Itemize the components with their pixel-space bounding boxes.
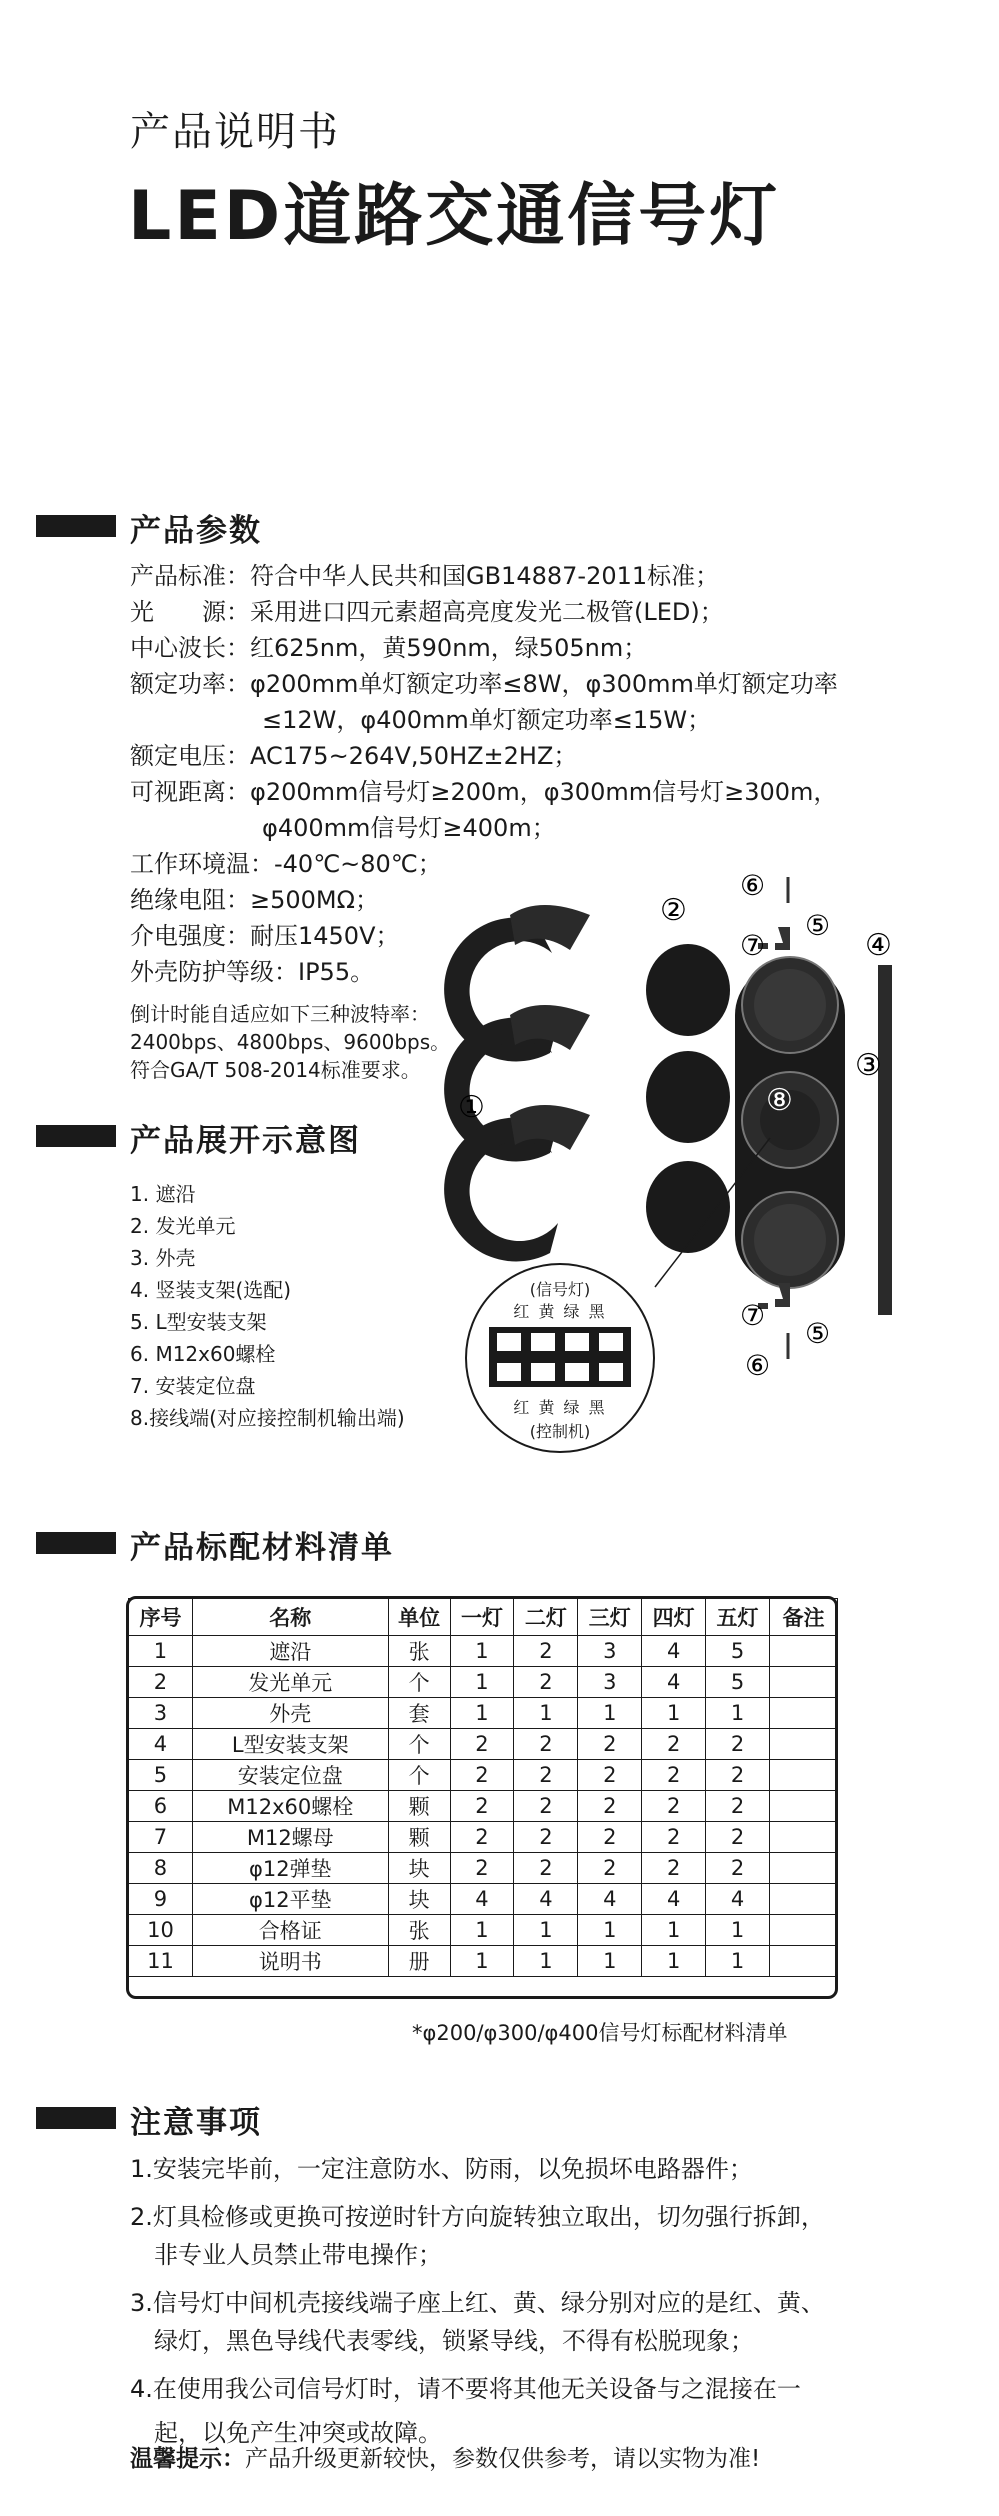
bom-row	[129, 1915, 838, 1946]
tip-text: 产品升级更新较快，参数仅供参考，请以实物为准!	[245, 2446, 761, 2472]
bom-cell: 颗	[388, 1822, 450, 1853]
bom-cell	[770, 1636, 838, 1667]
bom-cell: 4	[642, 1667, 706, 1698]
legend-item: 3. 外壳	[130, 1246, 196, 1270]
bom-cell: 2	[578, 1791, 642, 1822]
bom-cell: 2	[514, 1760, 578, 1791]
param-row-cont: ≤12W，φ400mm单灯额定功率≤15W；	[262, 706, 712, 734]
bom-row	[129, 1667, 838, 1698]
bom-cell: φ12弹垫	[192, 1853, 388, 1884]
note-line: 非专业人员禁止带电操作；	[130, 2241, 442, 2269]
bom-cell: 1	[514, 1698, 578, 1729]
doc-title: LED道路交通信号灯	[128, 177, 781, 256]
bom-cell: 3	[578, 1667, 642, 1698]
section-marker	[36, 515, 116, 537]
bom-cell: 2	[129, 1667, 193, 1698]
bom-cell: 4	[450, 1884, 514, 1915]
bom-cell: 2	[642, 1853, 706, 1884]
bom-cell	[770, 1946, 838, 1977]
bom-cell	[770, 1884, 838, 1915]
bom-cell: 2	[706, 1853, 770, 1884]
baud-note: 倒计时能自适应如下三种波特率： 2400bps、4800bps、9600bps。 符合GA/T 508-2014标准要求。	[130, 1002, 451, 1082]
bom-cell	[770, 1822, 838, 1853]
bom-cell: 2	[514, 1853, 578, 1884]
bom-cell: 2	[706, 1791, 770, 1822]
bom-cell: 2	[450, 1729, 514, 1760]
section-title-bom: 产品标配材料清单	[130, 1530, 394, 1566]
bom-cell: 说明书	[192, 1946, 388, 1977]
bom-cell: 4	[578, 1884, 642, 1915]
section-marker	[36, 1125, 116, 1147]
bom-cell: 2	[450, 1760, 514, 1791]
bom-cell	[770, 1791, 838, 1822]
callout-5: ⑤	[805, 1317, 831, 1350]
legend-item: 1. 遮沿	[130, 1182, 196, 1206]
bom-cell: 1	[578, 1915, 642, 1946]
bom-cell: 块	[388, 1853, 450, 1884]
bom-cell: 个	[388, 1667, 450, 1698]
legend-item: 4. 竖装支架(选配)	[130, 1278, 292, 1302]
bom-cell: 1	[642, 1915, 706, 1946]
bom-cell: 颗	[388, 1791, 450, 1822]
bom-header-row: 序号 名称 单位 一灯 二灯 三灯 四灯 五灯 备注	[129, 1599, 838, 1636]
bom-cell: M12x60螺栓	[192, 1791, 388, 1822]
bom-cell: 5	[129, 1760, 193, 1791]
callout-1: ①	[458, 1090, 485, 1125]
bom-cell: 1	[706, 1698, 770, 1729]
bom-cell: 2	[450, 1853, 514, 1884]
bom-cell: 张	[388, 1915, 450, 1946]
param-row: 中心波长：红625nm，黄590nm，绿505nm；	[130, 634, 648, 662]
param-row: 绝缘电阻：≥500MΩ；	[130, 886, 379, 914]
section-marker	[36, 1532, 116, 1554]
bom-cell: 个	[388, 1729, 450, 1760]
legend-item: 8.接线端(对应接控制机输出端)	[130, 1406, 405, 1430]
bom-cell: 1	[578, 1698, 642, 1729]
l-bracket	[775, 927, 790, 950]
bom-cell	[770, 1698, 838, 1729]
bom-cell: 安装定位盘	[192, 1760, 388, 1791]
bom-cell: 2	[706, 1822, 770, 1853]
bom-cell: 1	[642, 1946, 706, 1977]
terminal-detail	[465, 1263, 655, 1453]
bom-cell: 2	[642, 1822, 706, 1853]
bom-cell	[770, 1729, 838, 1760]
bom-cell: 2	[642, 1729, 706, 1760]
callout-2: ②	[660, 893, 687, 928]
bom-cell: 2	[706, 1760, 770, 1791]
bom-row	[129, 1884, 838, 1915]
parts-legend	[130, 1178, 405, 1434]
legend-item: 2. 发光单元	[130, 1214, 236, 1238]
terminal-top-label: (信号灯)	[529, 1280, 591, 1299]
bom-row	[129, 1853, 838, 1884]
bom-cell: 2	[642, 1791, 706, 1822]
bom-cell: 1	[706, 1915, 770, 1946]
bom-cell: 1	[514, 1915, 578, 1946]
bom-cell: 2	[514, 1822, 578, 1853]
bom-row	[129, 1791, 838, 1822]
bom-cell: 张	[388, 1636, 450, 1667]
bom-row	[129, 1946, 838, 1977]
legend-item: 6. M12x60螺栓	[130, 1342, 276, 1366]
note-line: 1.安装完毕前，一定注意防水、防雨，以免损坏电路器件；	[130, 2155, 753, 2183]
terminal-bottom-label: (控制机)	[529, 1422, 591, 1441]
param-row: 产品标准：符合中华人民共和国GB14887-2011标准；	[130, 562, 720, 590]
note-line: 绿灯，黑色导线代表零线，锁紧导线，不得有松脱现象；	[130, 2327, 754, 2355]
bom-cell: 册	[388, 1946, 450, 1977]
bom-cell: 2	[450, 1822, 514, 1853]
bom-cell	[770, 1667, 838, 1698]
bom-cell: 11	[129, 1946, 193, 1977]
note-line: 起，以免产生冲突或故障。	[130, 2419, 442, 2447]
bom-row	[129, 1822, 838, 1853]
bom-cell: 1	[450, 1915, 514, 1946]
bom-cell: L型安装支架	[192, 1729, 388, 1760]
bom-cell: 遮沿	[192, 1636, 388, 1667]
terminal-top-colors: 红 黄 绿 黑	[513, 1302, 607, 1321]
bom-cell: 2	[642, 1760, 706, 1791]
bom-cell: 8	[129, 1853, 193, 1884]
bom-cell: 3	[578, 1636, 642, 1667]
note-line: 2.灯具检修或更换可按逆时针方向旋转独立取出，切勿强行拆卸，	[130, 2203, 825, 2231]
callout-6: ⑥	[745, 1349, 771, 1382]
bom-cell: 发光单元	[192, 1667, 388, 1698]
bom-cell: 合格证	[192, 1915, 388, 1946]
bom-cell: 4	[642, 1884, 706, 1915]
bom-cell: 9	[129, 1884, 193, 1915]
bom-cell: 个	[388, 1760, 450, 1791]
param-row: 介电强度：耐压1450V；	[130, 922, 400, 950]
bom-cell	[770, 1853, 838, 1884]
bom-cell: 1	[450, 1946, 514, 1977]
bom-cell: 1	[706, 1946, 770, 1977]
section-title-params: 产品参数	[130, 513, 262, 549]
bom-cell: 6	[129, 1791, 193, 1822]
param-row: 额定功率：φ200mm单灯额定功率≤8W，φ300mm单灯额定功率	[130, 670, 838, 698]
bom-row	[129, 1760, 838, 1791]
bom-cell: 4	[706, 1884, 770, 1915]
bom-cell: 10	[129, 1915, 193, 1946]
callout-5: ⑤	[805, 909, 831, 942]
bom-cell: M12螺母	[192, 1822, 388, 1853]
bom-cell: 4	[129, 1729, 193, 1760]
bom-cell: 2	[450, 1791, 514, 1822]
bom-row	[129, 1636, 838, 1667]
callout-4: ④	[865, 928, 892, 963]
terminal-block	[489, 1327, 631, 1387]
bom-cell	[770, 1760, 838, 1791]
vertical-bracket	[878, 965, 892, 1315]
tip	[130, 2440, 760, 2473]
section-title-exploded: 产品展开示意图	[130, 1123, 361, 1159]
bom-cell: 1	[450, 1636, 514, 1667]
bom-cell: 5	[706, 1667, 770, 1698]
bom-cell: 2	[706, 1729, 770, 1760]
bom-cell: 7	[129, 1822, 193, 1853]
param-row-cont: φ400mm信号灯≥400m；	[262, 814, 556, 842]
bom-cell: 2	[578, 1822, 642, 1853]
bom-cell: 1	[450, 1667, 514, 1698]
light-unit	[646, 1051, 730, 1143]
bom-cell	[770, 1915, 838, 1946]
doc-subtitle: 产品说明书	[130, 109, 340, 155]
bom-cell: 2	[514, 1729, 578, 1760]
bom-cell: 1	[129, 1636, 193, 1667]
bom-table	[128, 1598, 838, 1977]
param-row: 额定电压：AC175~264V,50HZ±2HZ；	[130, 742, 578, 770]
terminal-bottom-colors: 红 黄 绿 黑	[513, 1398, 607, 1417]
bom-cell: 2	[514, 1636, 578, 1667]
bom-cell: 2	[578, 1760, 642, 1791]
housing	[735, 957, 845, 1288]
light-unit	[646, 944, 730, 1036]
bom-cell: 1	[578, 1946, 642, 1977]
bom-cell: 5	[706, 1636, 770, 1667]
callout-7: ⑦	[740, 1299, 766, 1332]
bom-cell: 外壳	[192, 1698, 388, 1729]
bom-row	[129, 1729, 838, 1760]
bom-row	[129, 1698, 838, 1729]
bom-cell: 1	[514, 1946, 578, 1977]
param-row: 可视距离：φ200mm信号灯≥200m，φ300mm信号灯≥300m，	[130, 778, 838, 806]
bom-cell: 2	[514, 1791, 578, 1822]
bom-cell: 4	[514, 1884, 578, 1915]
callout-3: ③	[855, 1048, 882, 1083]
param-row: 工作环境温：-40℃~80℃；	[130, 850, 442, 878]
tip-label: 温馨提示：	[130, 2446, 245, 2472]
legend-item: 5. L型安装支架	[130, 1310, 267, 1334]
bom-cell: φ12平垫	[192, 1884, 388, 1915]
note-line: 4.在使用我公司信号灯时，请不要将其他无关设备与之混接在一	[130, 2375, 801, 2403]
callout-8: ⑧	[766, 1083, 793, 1118]
callout-7: ⑦	[740, 929, 766, 962]
bom-cell: 2	[578, 1729, 642, 1760]
section-marker	[36, 2107, 116, 2129]
bom-cell: 4	[642, 1636, 706, 1667]
bom-cell: 1	[642, 1698, 706, 1729]
bom-cell: 2	[514, 1667, 578, 1698]
bom-cell: 3	[129, 1698, 193, 1729]
note-line: 3.信号灯中间机壳接线端子座上红、黄、绿分别对应的是红、黄、	[130, 2289, 825, 2317]
legend-item: 7. 安装定位盘	[130, 1374, 256, 1398]
bom-cell: 1	[450, 1698, 514, 1729]
callout-6: ⑥	[740, 869, 766, 902]
notes-list	[130, 2150, 825, 2452]
bom-cell: 套	[388, 1698, 450, 1729]
param-row: 光 源：采用进口四元素超高亮度发光二极管(LED)；	[130, 598, 724, 626]
section-title-notes: 注意事项	[130, 2105, 262, 2141]
param-row: 外壳防护等级：IP55。	[130, 958, 375, 986]
bom-cell: 块	[388, 1884, 450, 1915]
bom-footnote: *φ200/φ300/φ400信号灯标配材料清单	[412, 2021, 788, 2045]
bom-cell: 2	[578, 1853, 642, 1884]
